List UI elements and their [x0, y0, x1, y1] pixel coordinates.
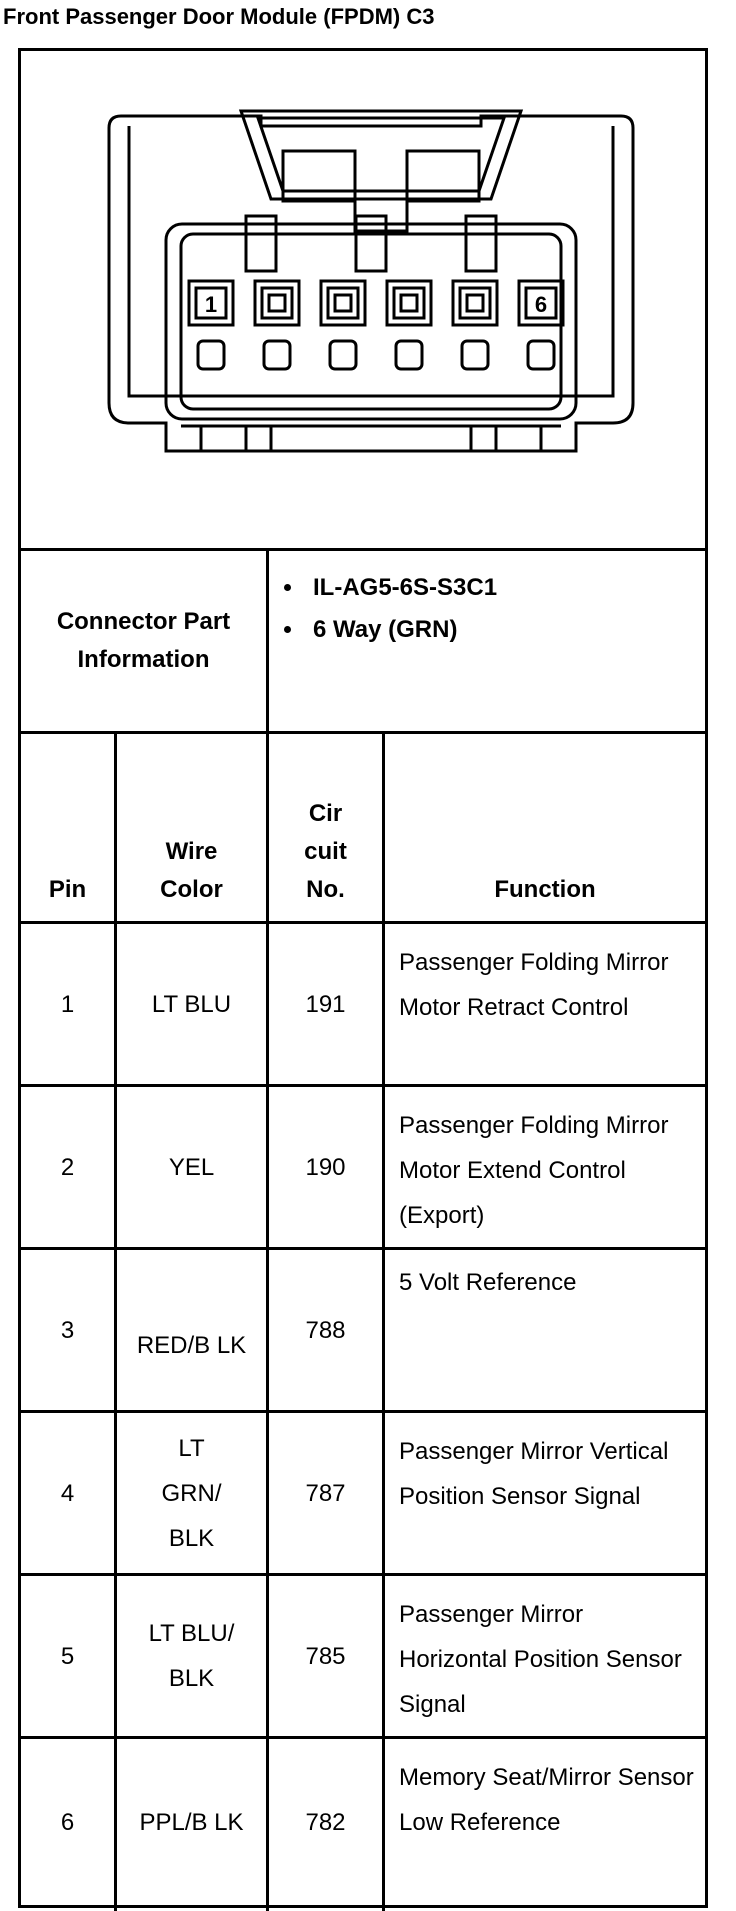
circuit-cell: 787 — [305, 1479, 346, 1507]
wire-color-cell: LT GRN/ BLK — [161, 1434, 222, 1552]
pin-cell: 1 — [60, 990, 75, 1018]
function-cell: Memory Seat/Mirror Sensor Low Reference — [399, 1764, 694, 1836]
circuit-cell: 785 — [305, 1642, 346, 1670]
function-cell: 5 Volt Reference — [399, 1269, 577, 1296]
header-pin — [21, 734, 114, 921]
function-cell: Passenger Mirror Vertical Position Sensor Signal — [399, 1438, 669, 1510]
header-circuit-text: Cir cuit No. — [304, 800, 347, 903]
header-pin-text: Pin — [48, 876, 87, 903]
connector-diagram — [21, 51, 705, 551]
connector-info-list — [269, 551, 705, 731]
wire-color-cell: LT BLU/ BLK — [148, 1620, 235, 1692]
wire-color-cell: PPL/B LK — [139, 1808, 244, 1836]
pin-cell: 6 — [60, 1808, 75, 1836]
connector-info-label — [21, 551, 266, 731]
pin-cell: 5 — [60, 1642, 75, 1670]
circuit-cell: 788 — [305, 1316, 346, 1344]
header-wire-color-text: Wire Color — [160, 838, 223, 903]
pin-cell: 2 — [60, 1153, 75, 1181]
connector-ways: • 6 Way (GRN) — [305, 609, 497, 651]
header-wire-color — [117, 734, 266, 921]
pin-6-marker: 6 — [534, 292, 548, 317]
header-function-text: Function — [494, 876, 596, 903]
function-cell: Passenger Folding Mirror Motor Retract Control — [399, 949, 669, 1021]
function-cell: Passenger Mirror Horizontal Position Sensor Signal — [399, 1601, 682, 1718]
pin-1-marker: 1 — [204, 292, 218, 317]
wire-color-cell: LT BLU — [151, 990, 232, 1018]
connector-table — [18, 48, 708, 1908]
connector-part-number: • IL-AG5-6S-S3C1 — [305, 567, 497, 609]
pin-cell: 3 — [60, 1316, 75, 1344]
header-function — [385, 734, 705, 921]
page-title: Front Passenger Door Module (FPDM) C3 — [3, 4, 435, 29]
circuit-cell: 191 — [305, 990, 346, 1018]
circuit-cell: 190 — [305, 1153, 346, 1181]
circuit-cell: 782 — [305, 1808, 346, 1836]
connector-info-label-text: Connector Part Information — [56, 608, 231, 673]
pin-cell: 4 — [60, 1479, 75, 1507]
wire-color-cell: YEL — [168, 1153, 215, 1181]
function-cell: Passenger Folding Mirror Motor Extend Control (Export) — [399, 1112, 669, 1229]
wire-color-cell: RED/B LK — [136, 1331, 247, 1359]
header-circuit — [269, 734, 382, 921]
